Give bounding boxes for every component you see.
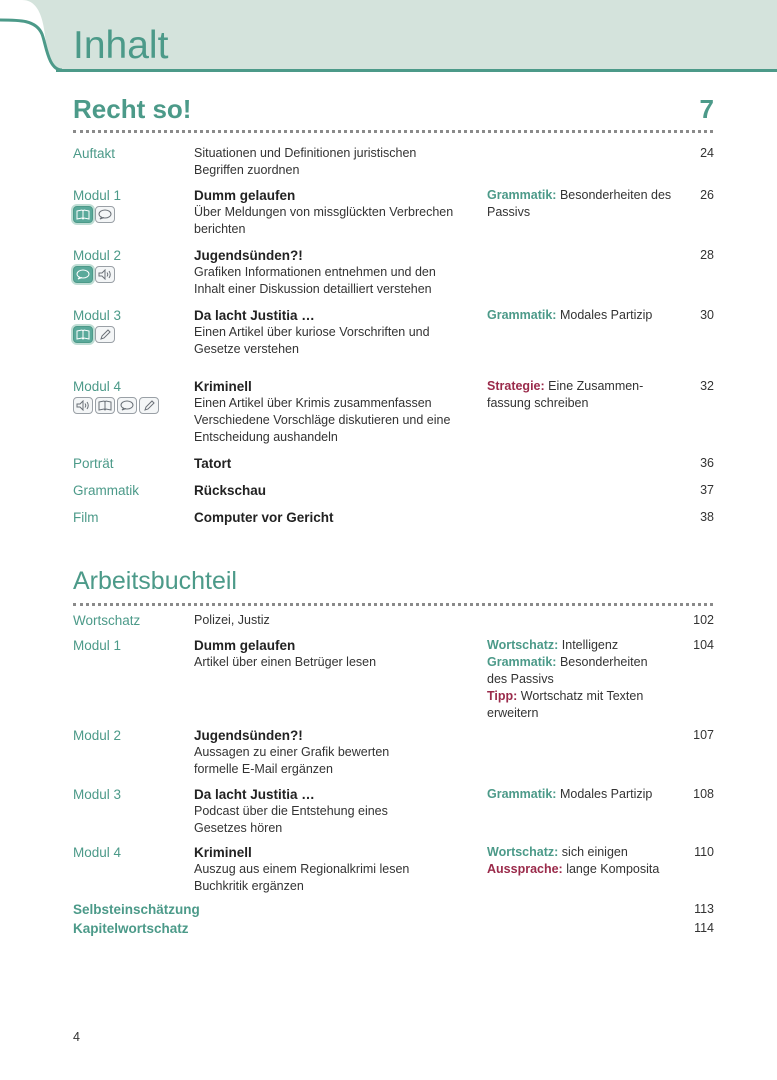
side-note-text: Passivs: [487, 205, 531, 219]
toc-row-page: 36: [700, 456, 714, 470]
toc-row-title: Kriminell: [194, 379, 252, 394]
book-icon: [95, 397, 115, 414]
toc-row-content: [194, 786, 479, 837]
toc-row-page: 107: [693, 728, 714, 742]
side-note-text: Intelligenz: [558, 638, 619, 652]
toc-row-content: [194, 482, 479, 499]
toc-row-description: Buchkritik ergänzen: [194, 879, 304, 893]
side-note-line: [487, 688, 677, 705]
side-note-keyword: Strategie:: [487, 379, 545, 393]
skill-icons: [73, 266, 115, 283]
page-number: 4: [73, 1030, 80, 1044]
side-note-text: Modales Partizip: [556, 308, 653, 322]
side-note-line: [487, 378, 677, 395]
toc-row-page: 108: [693, 787, 714, 801]
toc-row-label: Modul 4: [73, 379, 122, 394]
toc-row-label: Modul 2: [73, 248, 122, 263]
toc-row-side-note: [487, 637, 677, 722]
toc-row-content: [194, 844, 479, 895]
skill-icons: [73, 326, 115, 343]
toc-row-page: 102: [693, 613, 714, 627]
toc-row-content: [194, 247, 479, 298]
toc-row-description: Artikel über einen Betrüger lesen: [194, 655, 377, 669]
toc-row-content: [194, 378, 479, 446]
header-notch: [0, 0, 62, 72]
side-note-line: [487, 786, 677, 803]
arbeitsbuch-divider: [73, 603, 713, 606]
toc-row-content: [194, 145, 479, 179]
toc-row-description: Verschiedene Vorschläge diskutieren und eine: [194, 413, 451, 427]
toc-row-description: Situationen und Definitionen juristischen: [194, 146, 417, 160]
side-note-text: sich einigen: [558, 845, 628, 859]
chapter-divider: [73, 130, 713, 133]
toc-row-side-note: [487, 786, 677, 803]
toc-row-title: Da lacht Justitia …: [194, 308, 315, 323]
side-note-line: [487, 861, 677, 878]
side-note-keyword: Grammatik:: [487, 308, 557, 322]
toc-row-content: [194, 509, 479, 526]
toc-row-page: 114: [694, 921, 714, 935]
toc-row-description: Entscheidung aushandeln: [194, 430, 338, 444]
side-note-line: [487, 671, 677, 688]
side-note-keyword: Aussprache:: [487, 862, 563, 876]
speaker-icon: [95, 266, 115, 283]
side-note-text: Besonderheiten: [556, 655, 648, 669]
toc-row-description: Über Meldungen von missglückten Verbrechen: [194, 205, 454, 219]
toc-row-label: Grammatik: [73, 483, 140, 498]
toc-row-description: Podcast über die Entstehung eines: [194, 804, 388, 818]
toc-row-page: 28: [700, 248, 714, 262]
toc-row-title: Computer vor Gericht: [194, 510, 334, 525]
side-note-keyword: Grammatik:: [487, 655, 557, 669]
toc-row-label: Modul 1: [73, 188, 122, 203]
toc-row-page: 24: [700, 146, 714, 160]
pencil-icon: [95, 326, 115, 343]
side-note-text: Eine Zusammen-: [544, 379, 644, 393]
toc-row-title: Jugendsünden?!: [194, 728, 303, 743]
toc-row-description: Einen Artikel über Krimis zusammenfassen: [194, 396, 432, 410]
toc-row-description: Polizei, Justiz: [194, 613, 270, 627]
toc-row-content: [194, 187, 479, 238]
side-note-keyword: Grammatik:: [487, 787, 557, 801]
toc-row-description: Einen Artikel über kuriose Vorschriften und: [194, 325, 430, 339]
toc-row-title: Tatort: [194, 456, 232, 471]
toc-row-label: Auftakt: [73, 146, 116, 161]
toc-row-description: Grafiken Informationen entnehmen und den: [194, 265, 436, 279]
toc-row-title: Jugendsünden?!: [194, 248, 303, 263]
toc-row-label: Modul 3: [73, 308, 122, 323]
toc-row-label: Modul 3: [73, 787, 122, 802]
side-note-line: [487, 637, 677, 654]
toc-row-content: [194, 307, 479, 358]
toc-row-title: Rückschau: [194, 483, 267, 498]
side-note-text: des Passivs: [487, 672, 554, 686]
toc-row-content: [194, 455, 479, 472]
toc-row-page: 37: [700, 483, 714, 497]
skill-icons: [73, 397, 159, 414]
side-note-text: Besonderheiten des: [556, 188, 672, 202]
toc-row-page: 113: [694, 902, 714, 916]
side-note-keyword: Grammatik:: [487, 188, 557, 202]
chapter-title: Recht so!: [73, 94, 192, 124]
toc-row-title: Kriminell: [194, 845, 252, 860]
toc-row-title: Da lacht Justitia …: [194, 787, 315, 802]
toc-row-content: [194, 637, 479, 671]
toc-row-description: Begriffen zuordnen: [194, 163, 300, 177]
speech-icon: [73, 266, 93, 283]
side-note-line: [487, 654, 677, 671]
page-title: Inhalt: [73, 24, 169, 67]
pencil-icon: [139, 397, 159, 414]
toc-row-label: Film: [73, 510, 99, 525]
toc-row-description: Auszug aus einem Regionalkrimi lesen: [194, 862, 410, 876]
toc-row-page: 104: [693, 638, 714, 652]
toc-row-label: Wortschatz: [73, 613, 141, 628]
toc-row-description: berichten: [194, 222, 246, 236]
side-note-keyword: Wortschatz:: [487, 845, 559, 859]
toc-row-label: Kapitelwortschatz: [73, 921, 189, 936]
side-note-text: Wortschatz mit Texten: [517, 689, 644, 703]
toc-row-description: Gesetze verstehen: [194, 342, 299, 356]
speaker-icon: [73, 397, 93, 414]
toc-row-page: 110: [694, 845, 714, 859]
side-note-line: [487, 187, 677, 204]
toc-row-side-note: [487, 187, 677, 221]
chapter-number: 7: [699, 94, 714, 124]
toc-row-page: 26: [700, 188, 714, 202]
side-note-line: [487, 307, 677, 324]
book-icon: [73, 326, 93, 343]
toc-row-label: Selbsteinschätzung: [73, 902, 200, 917]
side-note-keyword: Tipp:: [487, 689, 518, 703]
side-note-line: [487, 844, 677, 861]
toc-row-description: formelle E-Mail ergänzen: [194, 762, 333, 776]
toc-row-description: Gesetzes hören: [194, 821, 283, 835]
speech-icon: [95, 206, 115, 223]
toc-row-side-note: [487, 307, 677, 324]
toc-row-content: [194, 612, 479, 629]
toc-row-label: Modul 1: [73, 638, 122, 653]
side-note-line: [487, 705, 677, 722]
toc-row-title: Dumm gelaufen: [194, 638, 296, 653]
toc-row-page: 38: [700, 510, 714, 524]
toc-row-page: 32: [700, 379, 714, 393]
toc-row-page: 30: [700, 308, 714, 322]
toc-row-side-note: [487, 844, 677, 878]
side-note-text: fassung schreiben: [487, 396, 589, 410]
book-icon: [73, 206, 93, 223]
speech-icon: [117, 397, 137, 414]
side-note-line: [487, 395, 677, 412]
side-note-text: erweitern: [487, 706, 539, 720]
header-rule: [56, 69, 777, 72]
toc-row-label: Modul 4: [73, 845, 122, 860]
side-note-line: [487, 204, 677, 221]
side-note-text: Modales Partizip: [556, 787, 653, 801]
toc-row-description: Aussagen zu einer Grafik bewerten: [194, 745, 390, 759]
toc-row-content: [194, 727, 479, 778]
toc-row-label: Modul 2: [73, 728, 122, 743]
side-note-keyword: Wortschatz:: [487, 638, 559, 652]
arbeitsbuch-title: Arbeitsbuchteil: [73, 567, 237, 595]
side-note-text: lange Komposita: [562, 862, 660, 876]
toc-row-label: Porträt: [73, 456, 114, 471]
skill-icons: [73, 206, 115, 223]
toc-row-title: Dumm gelaufen: [194, 188, 296, 203]
toc-row-description: Inhalt einer Diskussion detailliert verstehen: [194, 282, 432, 296]
toc-row-side-note: [487, 378, 677, 412]
